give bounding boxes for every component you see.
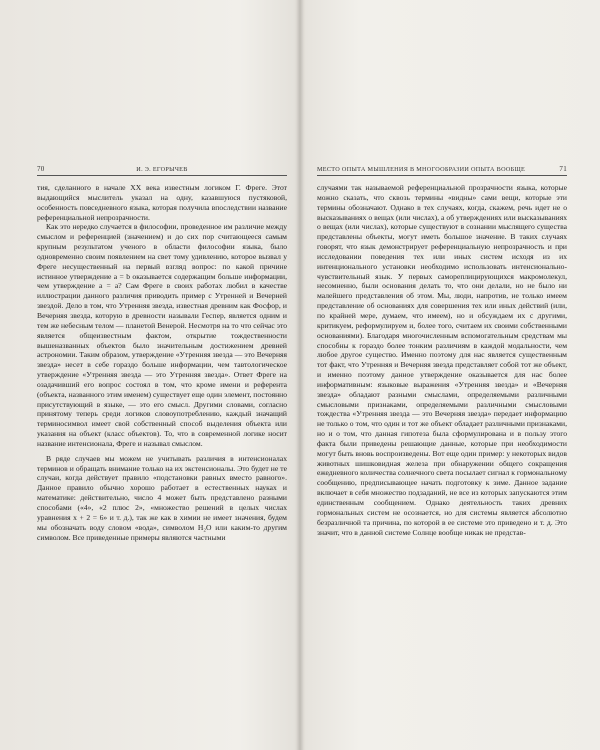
left-page [37,165,287,542]
left-running-head [37,165,287,176]
book-gutter [296,0,304,750]
left-running-title: И. Э. ЕГОРЫЧЕВ [136,166,188,173]
paragraph: Как это нередко случается в философии, проведенное им различие между смыслом и референцией (значением) и до сих пор считающееся самым крупным результатом ученого в области философии языка, было одновременно своим появлением на свет тому удивлению, которое вызвал у Фреге несущественный на первый взгляд вопрос: по какой причине истинное утверждение a = b оказывается содержащим больше информации, чем утверждение a = a? Сам Фреге в своих работах любил в качестве иллюстрации данного различия приводить пример с Утренней и Вечерней звездой. Дело в том, что Утренняя звезда, известная древним как Фосфор, и Вечерняя звезда, которую в древности называли Геспер, является одним и тем же небесным телом — планетой Венерой. Несмотря на то что сейчас это является общеизвестным фактом, открытие тождественности вышеназванных объектов было значительным достижением древней астрономии. Таким образом, утверждение «Утренняя звезда — это Вечерняя звезда» несет в себе гораздо больше информации, чем тавтологическое утверждение «Утренняя звезда — это Утренняя звезда». Ответ Фреге на озадачивший его вопрос состоял в том, что кроме имени и референта (объекта, названного этим именем) существует еще один элемент, постоянно присутствующий в языке, — это его смысл. Другими словами, согласно принятому теперь среди логиков словоупотреблению, каждый значащий терминосимвол имеет свой собственный способ выделения объекта или указания на объект (класс объектов). То, что в современной логике носит название интенсионала, Фреге и называл смыслом. [37,222,287,448]
right-running-title: МЕСТО ОПЫТА МЫШЛЕНИЯ В МНОГООБРАЗИИ ОПЫТА ВООБЩЕ [317,166,526,173]
paragraph: тия, сделанного в начале XX века известным логиком Г. Фреге. Этот выдающийся мыслитель указал на одну, казавшуюся пустяковой, особенность повседневного языка, которая получила впоследствии название референциальной непрозрачности. [37,183,287,222]
right-page [317,165,567,537]
left-page-text [37,183,287,542]
paragraph: случаями так называемой референциальной прозрачности языка, которые можно сказать, что сквозь термины «видны» сами вещи, которые эти термины обозначают. Однако в тех случаях, когда, скажем, речь идет не о высказываниях о вещах (или числах), а об утверждениях или высказываниях о вещах (или числах), которые существуют в сознании мыслящего существа представлены объекты, могут иметь большое значение. В таких случаях говорят, что язык демонстрирует референциальную непрозрачность и при исследовании поведения тех или иных систем исходя из их интенционального установки необходимо использовать интенсионально-чувствительный язык. У первых самореплицирующихся макромолекул, несомненно, были основания делать то, что они делали, но не было ни малейшего представления об этом. Мы, люди, напротив, не только имеем представление об основаниях для совершения тех или иных действий (или, по крайней мере, думаем, что имеем), но и обсуждаем их с другими, критикуем, реформулируем и, более того, считаем их своими собственными основаниями). Благодаря многочисленным вспомогательным средствам мы способны к гораздо более тонким различиям в каждой модальности, чем любое другое существо. Именно поэтому для нас является существенным тот факт, что Утренняя и Вечерняя звезда представляет собой тот же объект, и именно поэтому данное утверждение оказывается для нас более информативным: языковые выражения «Утренняя звезда» и «Вечерняя звезда» обладают разными смыслами, определяемыми различными смысловыми признаками, определяемыми различными смысловыми тождества «Утренняя звезда — это Вечерняя звезда» передает информацию не только о том, что один и тот же объект обладает различными признаками, но и о том, что данная гипотеза была сформулирована и в пользу этого факта были приведены решающие данные, которые при необходимости могут быть вновь воспроизведены. Вот еще один пример: у некоторых видов животных шишковидная железа при обнаружении общего сокращения ежедневного количества солнечного света посылает сигнал к гормональному сообщению, предписывающее начать подготовку к зиме. Данное задание включает в себя множество подзаданий, не все из которых запускаются этим единственным сообщением. Однако деятельность таких древних гормональных систем не осознается, но для системы является абсолютно безразличной та причина, по которой в ее системе это приведено и т. д. Это значит, что в данной системе Солнце вообще никак не представ- [317,183,567,537]
right-running-head [317,165,567,176]
right-page-text [317,183,567,537]
right-page-number: 71 [559,165,567,173]
paragraph: В ряде случаев мы можем не учитывать различия в интенсионалах терминов и обращать внимание только на их экстенсионалы. Это будет не те случаи, когда действует правило «подстановки равных вместо равного». Данное правило обычно хорошо работает в естественных науках и математике: действительно, число 4 может быть представлено разными способами («4», «2 плюс 2», «множество решений в целых числах уравнения x + 2 = 6» и т. д.), так же как в химии не имеет значения, будем мы обозначать воду словом «вода», символом H₂O или каким-то другим символом. Все приведенные примеры являются частными [37,453,287,542]
left-page-number: 70 [37,165,45,173]
